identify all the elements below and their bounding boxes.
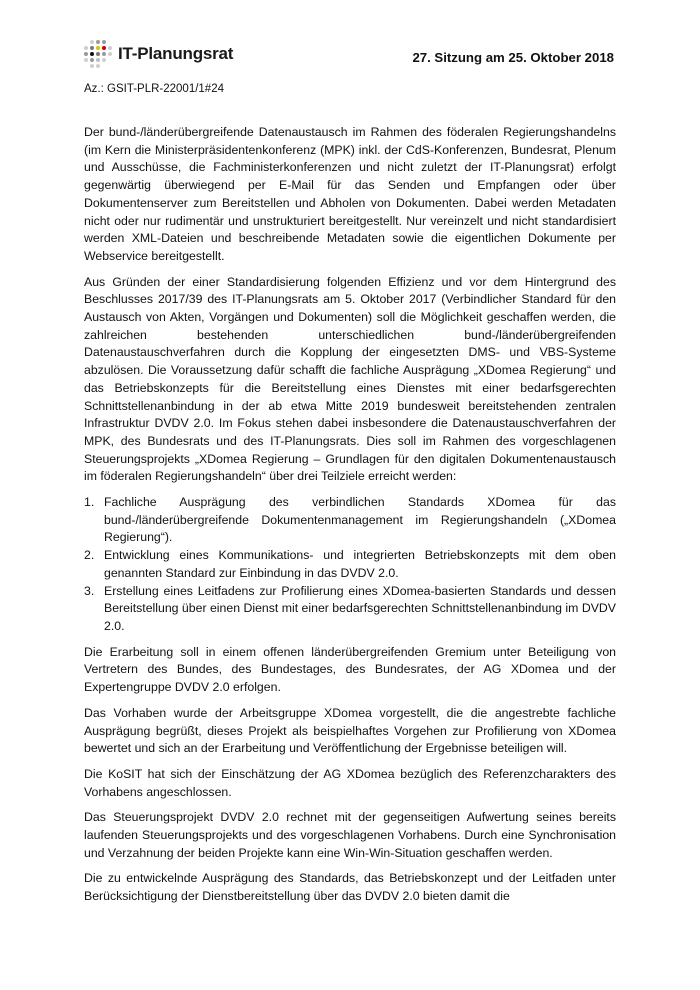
list-number: 2. bbox=[84, 548, 95, 563]
goals-list bbox=[84, 494, 616, 636]
paragraph: Das Vorhaben wurde der Arbeitsgruppe XDomea vorgestellt, die die angestrebte fachliche Ausprägung begrüßt, dieses Projekt als beispielhaftes Vorgehen zur Profilierung von XDomea bewertet und sich an der Erarbeitung und Veröffentlichung der Ergebnisse beteiligen will. bbox=[84, 705, 616, 756]
list-text: Fachliche Ausprägung des verbindlichen Standards XDomea für das bund-/länderübergreifende Dokumentenmanagement im Regierungshandeln („XDomea Regierung“). bbox=[104, 495, 616, 545]
paragraph: Die KoSIT hat sich der Einschätzung der AG XDomea bezüglich des Referenzcharakters des Vorhabens angeschlossen. bbox=[84, 766, 616, 799]
list-number: 1. bbox=[84, 495, 95, 510]
paragraph: Die zu entwickelnde Ausprägung des Standards, das Betriebskonzept und der Leitfaden unter Berücksichtigung der Dienstbereitstellung über das DVDV 2.0 bieten damit die bbox=[84, 871, 616, 904]
paragraph: Der bund-/länderübergreifende Datenaustausch im Rahmen des föderalen Regierungshandelns (im Kern die Ministerpräsidentenkonferenz (MPK) inkl. der CdS-Konferenzen, Bundesrat, Plenum und Ausschüsse, die Fachministerkonferenzen und nicht zuletzt der IT-Planungsrat) erfolgt gegenwärtig überwiegend per E-Mail für das Senden und Empfangen oder über Dokumentenserver zum Bereitstellen und Abholen von Dokumenten. Dabei werden Metadaten nicht oder nur rudimentär und unstrukturiert bereitgestellt. Nur vereinzelt und nicht standardisiert werden XML-Dateien und beschreibende Metadaten sowie die eigentlichen Dokumente per Webservice bereitgestellt. bbox=[84, 125, 616, 263]
list-item bbox=[84, 547, 616, 582]
logo-text: IT-Planungsrat bbox=[118, 44, 234, 63]
list-item bbox=[84, 494, 616, 547]
document-body bbox=[84, 124, 616, 914]
list-text: Erstellung eines Leitfadens zur Profilierung eines XDomea-basierten Standards und dessen Bereitstellung über einen Dienst mit einer bedarfsgerechten Schnittstellenanbindung im DVDV 2.0. bbox=[104, 583, 616, 633]
paragraph: Aus Gründen der einer Standardisierung folgenden Effizienz und vor dem Hintergrund des Beschlusses 2017/39 des IT-Planungsrats am 5. Oktober 2017 (Verbindlicher Standard für den Austausch von Akten, Vorgängen und Dokumenten) soll die Möglichkeit geschaffen werden, die zahlreichen bestehenden unterschiedlichen bund-/länderübergreifenden Datenaustauschverfahren durch die Kopplung der eingesetzten DMS- und VBS-Systeme abzulösen. Die Voraussetzung dafür schafft die fachliche Ausprägung „XDomea Regierung“ und das Betriebskonzepts für die Bereitstellung eines Dienstes mit einer bedarfsgerechten Schnittstellenanbindung in der ab etwa Mitte 2019 bundesweit bereitstehenden zentralen Infrastruktur DVDV 2.0. Im Fokus stehen dabei insbesondere die Datenaustauschverfahren der MPK, des Bundesrats und des IT-Planungsrats. Dies soll im Rahmen des vorgeschlagenen Steuerungsprojekts „XDomea Regierung – Grundlagen für den digitalen Dokumentenaustausch im föderalen Regierungshandeln“ über drei Teilziele erreicht werden: bbox=[84, 274, 616, 484]
page-header bbox=[84, 40, 614, 72]
session-title: 27. Sitzung am 25. Oktober 2018 bbox=[412, 50, 614, 65]
logo-dots-icon bbox=[84, 40, 112, 68]
list-text: Entwicklung eines Kommunikations- und integrierten Betriebskonzepts mit dem oben genannten Standard zur Einbindung in das DVDV 2.0. bbox=[104, 548, 616, 580]
list-number: 3. bbox=[84, 583, 95, 598]
it-planungsrat-logo bbox=[84, 40, 233, 68]
paragraph: Das Steuerungsprojekt DVDV 2.0 rechnet mit der gegenseitigen Aufwertung seines bereits laufenden Steuerungsprojekts und des vorgeschlagenen Vorhabens. Durch eine Synchronisation und Verzahnung der beiden Projekte kann eine Win-Win-Situation geschaffen werden. bbox=[84, 810, 616, 860]
list-item bbox=[84, 583, 616, 636]
reference-number: Az.: GSIT-PLR-22001/1#24 bbox=[84, 83, 224, 95]
paragraph: Die Erarbeitung soll in einem offenen länderübergreifenden Gremium unter Beteiligung von Vertretern des Bundes, des Bundestages, des Bundesrates, der AG XDomea und der Expertengruppe DVDV 2.0 erfolgen. bbox=[84, 644, 616, 695]
